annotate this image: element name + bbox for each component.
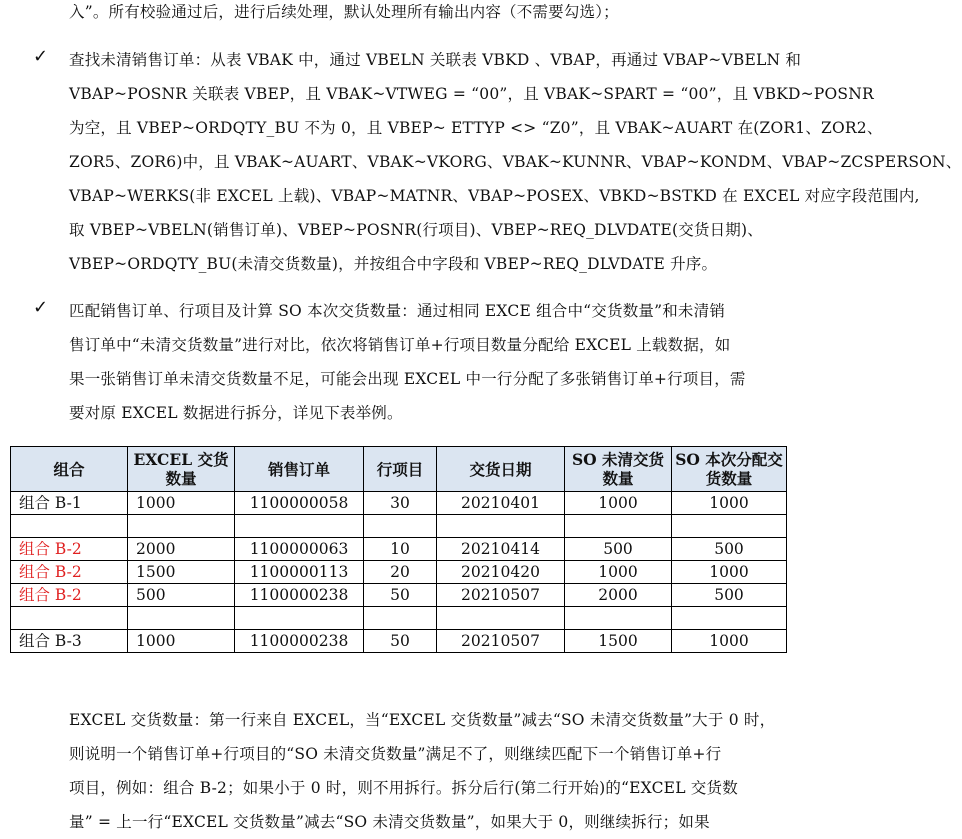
cell-item: 50 (364, 630, 437, 653)
cell-item (364, 607, 437, 630)
cell-group (11, 515, 128, 538)
paragraph-line: VBEP~ORDQTY_BU(未清交货数量)，并按组合中字段和 VBEP~REQ_DLVDATE 升序。 (69, 255, 718, 273)
cell-sales-order: 1100000238 (235, 584, 364, 607)
cell-so-alloc-qty: 1000 (672, 492, 787, 515)
cell-item: 20 (364, 561, 437, 584)
table-header-row (11, 447, 787, 492)
cell-excel-qty: 1000 (128, 630, 235, 653)
cell-sales-order: 1100000238 (235, 630, 364, 653)
cell-delivery-date (437, 515, 565, 538)
cell-group: 组合 B-3 (11, 630, 128, 653)
cell-so-alloc-qty (672, 515, 787, 538)
paragraph-line: 量” = 上一行“EXCEL 交货数量”减去“SO 未清交货数量”，如果大于 0，则继续拆行；如果 (69, 813, 710, 831)
cell-group (11, 607, 128, 630)
paragraph-line: VBAP~POSNR 关联表 VBEP，且 VBAK~VTWEG = “00”，且 VBAK~SPART = “00”，且 VBKD~POSNR (69, 85, 874, 103)
column-header: 交货日期 (437, 447, 565, 492)
cell-excel-qty: 500 (128, 584, 235, 607)
cell-so-alloc-qty: 500 (672, 538, 787, 561)
paragraph-line: 查找未清销售订单：从表 VBAK 中，通过 VBELN 关联表 VBKD 、VBAP，再通过 VBAP~VBELN 和 (69, 51, 802, 69)
paragraph-line: VBAP~WERKS(非 EXCEL 上载)、VBAP~MATNR、VBAP~POSEX、VBKD~BSTKD 在 EXCEL 对应字段范围内, (69, 187, 920, 205)
cell-delivery-date (437, 607, 565, 630)
cell-sales-order: 1100000058 (235, 492, 364, 515)
paragraph-line: 入”。所有校验通过后，进行后续处理，默认处理所有输出内容（不需要勾选）； (69, 3, 619, 21)
cell-excel-qty: 1500 (128, 561, 235, 584)
paragraph-line: 取 VBEP~VBELN(销售订单)、VBEP~POSNR(行项目)、VBEP~REQ_DLVDATE(交货日期)、 (69, 221, 763, 239)
checkmark-icon: ✓ (33, 297, 49, 318)
paragraph-line: 则说明一个销售订单+行项目的“SO 未清交货数量”满足不了，则继续匹配下一个销售订单+行 (69, 745, 722, 763)
table-row (11, 538, 787, 561)
paragraph-line: 为空，且 VBEP~ORDQTY_BU 不为 0，且 VBEP~ ETTYP <> “Z0”，且 VBAK~AUART 在(ZOR1、ZOR2、 (69, 119, 883, 137)
cell-sales-order (235, 607, 364, 630)
table-row (11, 584, 787, 607)
cell-excel-qty: 2000 (128, 538, 235, 561)
cell-delivery-date: 20210507 (437, 584, 565, 607)
cell-delivery-date: 20210420 (437, 561, 565, 584)
cell-so-open-qty: 1500 (565, 630, 672, 653)
cell-sales-order (235, 515, 364, 538)
cell-sales-order: 1100000113 (235, 561, 364, 584)
table-row (11, 630, 787, 653)
paragraph-line: EXCEL 交货数量：第一行来自 EXCEL，当“EXCEL 交货数量”减去“SO 未清交货数量”大于 0 时， (69, 711, 776, 729)
cell-delivery-date: 20210401 (437, 492, 565, 515)
paragraph-line: 项目，例如：组合 B-2；如果小于 0 时，则不用拆行。拆分后行(第二行开始)的“EXCEL 交货数 (69, 779, 738, 797)
paragraph-line: 售订单中“未清交货数量”进行对比，依次将销售订单+行项目数量分配给 EXCEL 上载数据，如 (69, 336, 731, 354)
cell-so-alloc-qty (672, 607, 787, 630)
cell-delivery-date: 20210414 (437, 538, 565, 561)
table-row (11, 492, 787, 515)
table-row (11, 515, 787, 538)
cell-item (364, 515, 437, 538)
cell-so-open-qty: 1000 (565, 561, 672, 584)
column-header: SO 本次分配交货数量 (672, 447, 787, 492)
cell-item: 30 (364, 492, 437, 515)
column-header: 行项目 (364, 447, 437, 492)
cell-so-alloc-qty: 500 (672, 584, 787, 607)
cell-delivery-date: 20210507 (437, 630, 565, 653)
table-row (11, 607, 787, 630)
paragraph-line: ZOR5、ZOR6)中，且 VBAK~AUART、VBAK~VKORG、VBAK~KUNNR、VBAP~KONDM、VBAP~ZCSPERSON、 (69, 153, 962, 171)
cell-so-open-qty (565, 607, 672, 630)
cell-sales-order: 1100000063 (235, 538, 364, 561)
column-header: 销售订单 (235, 447, 364, 492)
cell-group: 组合 B-2 (11, 538, 128, 561)
paragraph-line: 要对原 EXCEL 数据进行拆分，详见下表举例。 (69, 404, 403, 422)
checkmark-icon: ✓ (33, 46, 49, 67)
cell-group: 组合 B-1 (11, 492, 128, 515)
cell-excel-qty (128, 515, 235, 538)
cell-so-open-qty: 2000 (565, 584, 672, 607)
column-header: 组合 (11, 447, 128, 492)
cell-so-alloc-qty: 1000 (672, 561, 787, 584)
column-header: EXCEL 交货数量 (128, 447, 235, 492)
cell-so-open-qty: 500 (565, 538, 672, 561)
paragraph-line: 果一张销售订单未清交货数量不足，可能会出现 EXCEL 中一行分配了多张销售订单+行项目，需 (69, 370, 746, 388)
allocation-table (10, 446, 787, 653)
cell-item: 50 (364, 584, 437, 607)
cell-excel-qty: 1000 (128, 492, 235, 515)
cell-group: 组合 B-2 (11, 584, 128, 607)
table-row (11, 561, 787, 584)
cell-group: 组合 B-2 (11, 561, 128, 584)
cell-so-alloc-qty: 1000 (672, 630, 787, 653)
cell-so-open-qty (565, 515, 672, 538)
column-header: SO 未清交货数量 (565, 447, 672, 492)
cell-item: 10 (364, 538, 437, 561)
paragraph-line: 匹配销售订单、行项目及计算 SO 本次交货数量：通过相同 EXCE 组合中“交货数量”和未清销 (69, 302, 726, 320)
cell-excel-qty (128, 607, 235, 630)
cell-so-open-qty: 1000 (565, 492, 672, 515)
